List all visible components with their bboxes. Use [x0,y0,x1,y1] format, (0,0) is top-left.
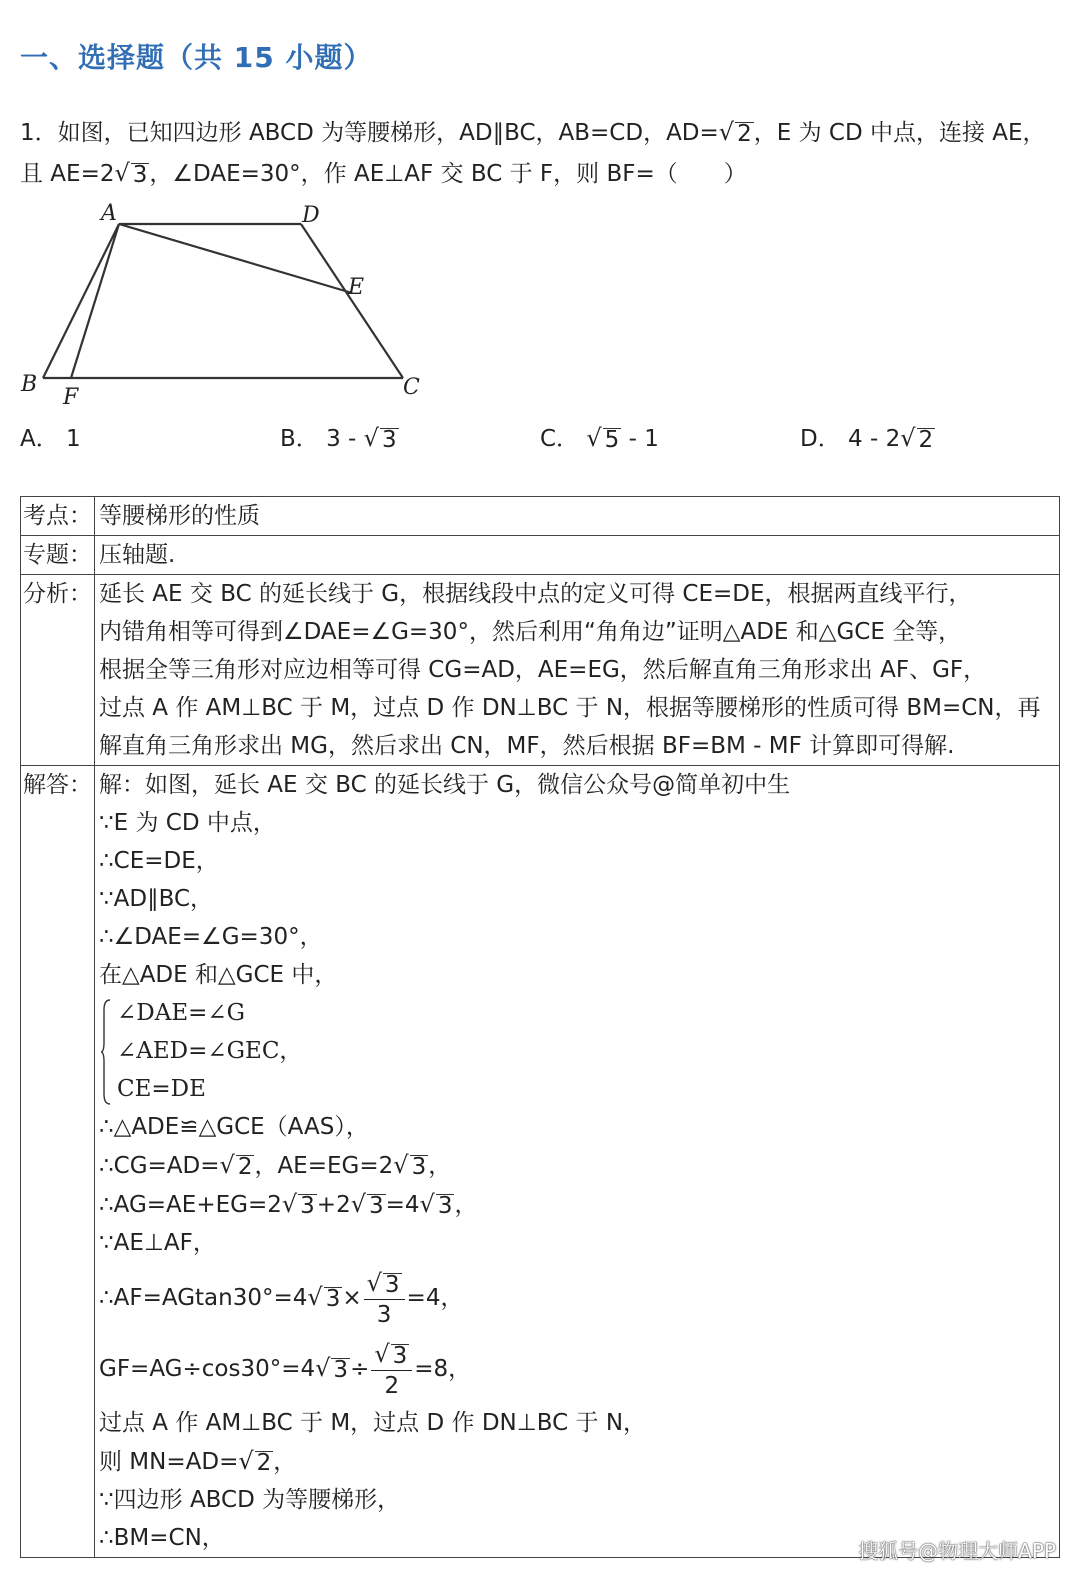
radicand: 2 [256,1450,272,1476]
radicand: 3 [300,1193,315,1219]
question-line-1 [20,112,1065,153]
denominator: 3 [376,1301,392,1328]
segment-ab [43,224,119,378]
sqrt-symbol: √ [238,1447,254,1475]
label-b: B [21,372,38,397]
numerator [364,1268,405,1300]
system-line: ∠DAE=∠G [117,1000,246,1026]
question-line1-prefix: 1．如图，已知四边形 ABCD 为等腰梯形，AD∥BC，AB=CD，AD= [20,120,719,146]
question-line2-prefix: 且 AE=2 [20,161,115,187]
option-b-label: B． [280,426,319,452]
sqrt-symbol: √ [350,1190,366,1218]
numerator [371,1339,412,1371]
label-e: E [348,275,365,300]
text: ∵AE⊥AF， [99,1230,216,1256]
section-title: 一、选择题（共 15 小题） [20,41,373,74]
trapezoid-diagram [15,198,435,413]
question-line-2 [20,153,1065,194]
text: 则 MN=AD= [99,1449,239,1475]
text: ， [454,1192,478,1218]
sqrt-symbol: √ [419,1190,435,1218]
text: =4 [385,1192,420,1218]
left-brace-icon [101,998,111,1106]
radicand: 3 [384,1271,400,1298]
option-a[interactable] [20,420,81,453]
text: ∴AF=AGtan30°=4 [99,1285,308,1311]
jieda-line: ∵E 为 CD 中点， [99,810,276,836]
segment-dc [301,224,403,378]
answer-options [20,420,1060,460]
radicand: 3 [325,1286,341,1312]
row-fenxi [21,575,1060,766]
text: ， [273,1449,297,1475]
jieda-line: 过点 A 作 AM⊥BC 于 M，过点 D 作 DN⊥BC 于 N， [99,1410,647,1436]
text: ÷ [350,1356,370,1382]
option-c-label: C． [540,426,580,452]
radicand: 2 [237,1154,253,1180]
text: +2 [316,1192,351,1218]
radicand: 3 [437,1193,453,1219]
label-a: A [101,201,117,226]
jieda-line [99,1442,1055,1481]
fenxi-line: 解直角三角形求出 MG，然后求出 CN，MF，然后根据 BF=BM - MF 计算即可得解. [99,733,955,759]
sqrt-symbol: √ [281,1190,298,1218]
fenxi-label: 分析： [21,575,95,766]
option-b-pre: 3 - [326,426,364,452]
jieda-line [99,1224,1055,1262]
text: ∴AG=AE+EG=2 [99,1192,282,1218]
sqrt-symbol: √ [718,118,735,146]
kaodian-value: 等腰梯形的性质 [95,497,1060,536]
option-b[interactable] [280,420,399,453]
text: × [342,1285,362,1311]
fenxi-line: 延长 AE 交 BC 的延长线于 G，根据线段中点的定义可得 CE=DE，根据两直线平行， [99,581,972,607]
sqrt-symbol: √ [586,424,602,452]
text: GF=AG÷cos30°=4 [99,1356,316,1382]
label-d: D [302,203,320,228]
question-line2-suffix: ，∠DAE=30°，作 AE⊥AF 交 BC 于 F，则 BF=（ ） [149,161,747,187]
text: =4， [406,1285,464,1311]
solution-table [20,496,1060,1558]
kaodian-label: 考点： [21,497,95,536]
option-a-value: 1 [66,426,81,452]
radicand: 3 [411,1154,427,1180]
fraction [371,1339,412,1401]
jieda-line: ∴△ADE≌△GCE（AAS）， [99,1114,369,1140]
system-line: CE=DE [117,1076,206,1102]
jieda-line: ∵AD∥BC， [99,886,214,912]
option-c[interactable] [540,420,659,453]
sqrt-symbol: √ [900,424,916,452]
sqrt-symbol: √ [366,1268,382,1297]
option-a-label: A． [20,426,59,452]
jieda-line-fraction [99,1333,1055,1404]
fenxi-line: 内错角相等可得到∠DAE=∠G=30°，然后利用“角角边”证明△ADE 和△GCE 全等， [99,619,962,645]
question-line1-suffix: ，E 为 CD 中点，连接 AE， [753,120,1046,146]
label-f: F [63,385,79,410]
radicand: 3 [369,1193,384,1219]
text: =8， [414,1356,472,1382]
option-d-pre: 4 - 2 [848,426,901,452]
sqrt-symbol: √ [393,1151,409,1179]
text: ， [428,1153,452,1179]
jieda-line: ∴BM=CN， [99,1525,225,1551]
radicand: 2 [737,121,752,147]
row-kaodian [21,497,1060,536]
question-text [20,112,1065,194]
option-d-label: D． [800,426,841,452]
radicand: 2 [918,427,934,453]
sqrt-symbol: √ [374,1339,390,1368]
radicand: 5 [604,427,620,453]
denominator: 2 [384,1372,400,1399]
fenxi-line: 过点 A 作 AM⊥BC 于 M，过点 D 作 DN⊥BC 于 N，根据等腰梯形的性质可得 BM=CN，再 [99,695,1041,721]
fenxi-line: 根据全等三角形对应边相等可得 CG=AD，AE=EG，然后解直角三角形求出 AF、GF， [99,657,987,683]
jieda-line: 在△ADE 和△GCE 中， [99,962,338,988]
jieda-line-fraction [99,1262,1055,1333]
sqrt-symbol: √ [219,1151,235,1179]
fenxi-value [95,575,1060,766]
jieda-line: ∵四边形 ABCD 为等腰梯形， [99,1487,401,1513]
system-line: ∠AED=∠GEC， [117,1038,303,1064]
jieda-line [99,1146,1055,1185]
jieda-line: ∴∠DAE=∠G=30°， [99,924,323,950]
sqrt-symbol: √ [315,1354,331,1382]
jieda-value [95,766,1060,1558]
sqrt-symbol: √ [307,1283,323,1311]
jieda-line: ∴CE=DE， [99,848,219,874]
text: ，AE=EG=2 [254,1153,394,1179]
option-d[interactable] [800,420,935,453]
jieda-line [99,1185,1055,1224]
segment-af [71,224,119,378]
sqrt-symbol: √ [114,159,130,187]
watermark: 搜狐号@物理大师APP [858,1539,1056,1563]
jieda-line: 解：如图，延长 AE 交 BC 的延长线于 G，微信公众号@简单初中生 [99,772,791,798]
label-c: C [403,375,420,400]
option-c-post: - 1 [621,426,659,452]
segment-ae [119,224,352,293]
row-zhuanti [21,536,1060,575]
sqrt-symbol: √ [363,424,379,452]
fraction [364,1268,405,1330]
radicand: 3 [381,427,397,453]
row-jieda [21,766,1060,1558]
radicand: 3 [333,1357,349,1383]
trapezoid-figure [15,198,435,417]
radicand: 3 [132,162,148,188]
jieda-label: 解答： [21,766,95,1558]
text: ∴CG=AD= [99,1153,220,1179]
equation-system [99,994,1055,1108]
radicand: 3 [392,1342,408,1369]
zhuanti-value: 压轴题. [95,536,1060,575]
zhuanti-label: 专题： [21,536,95,575]
